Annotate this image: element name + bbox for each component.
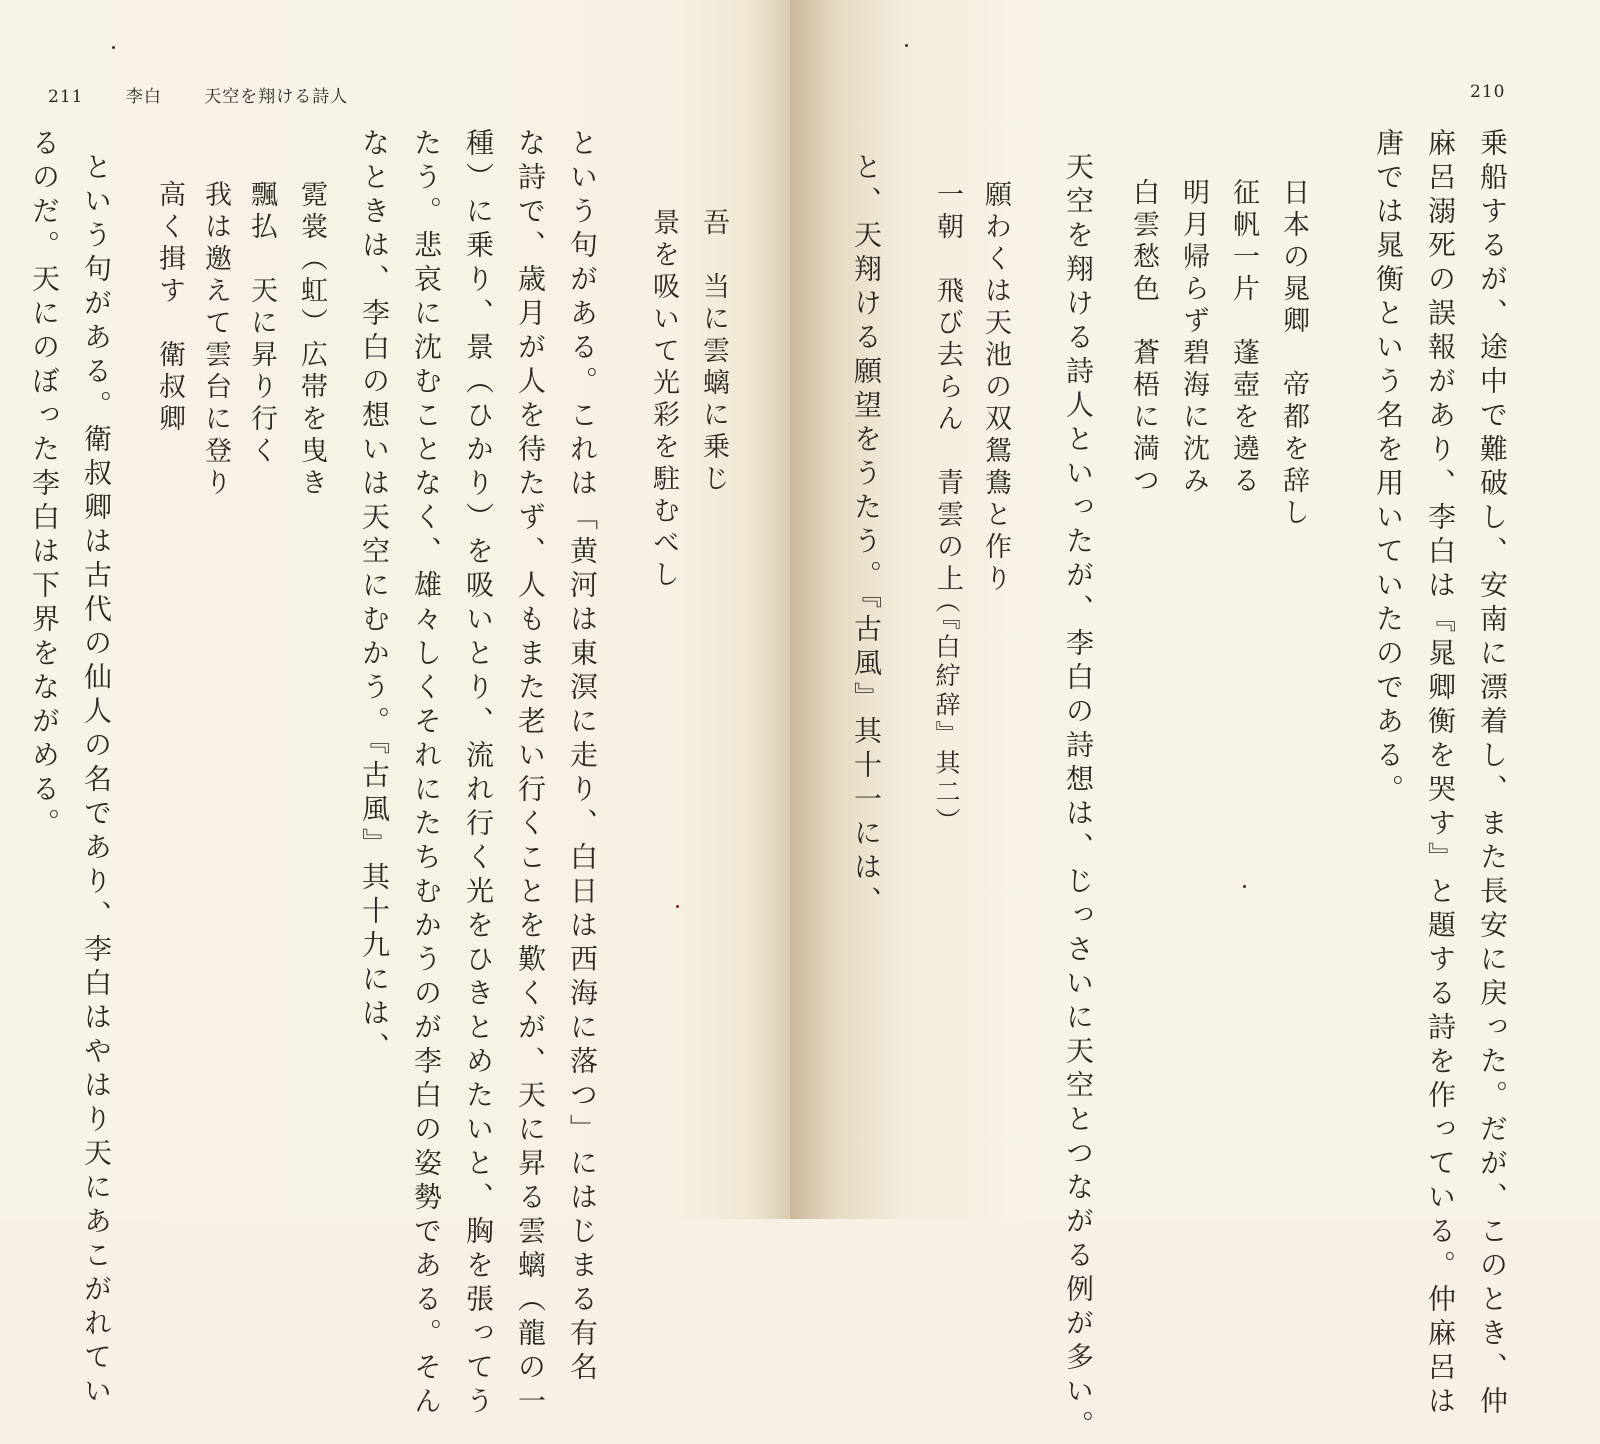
- running-head-title: 天空を翔ける詩人: [204, 87, 349, 107]
- left-column-11: 高く揖す 衛叔卿: [154, 180, 185, 436]
- right-column-6: 明月帰らず碧海に沈み: [1178, 178, 1209, 498]
- left-column-1: 吾 当に雲螭に乗じ: [698, 208, 729, 496]
- left-column-10: 我は邀えて雲台に登り: [200, 180, 231, 500]
- left-column-2: 景を吸いて光彩を駐むべし: [648, 208, 679, 592]
- right-column-5: 征帆一片 蓬壺を遶る: [1228, 178, 1259, 498]
- left-column-5: 種）に乗り、景（ひかり）を吸いとり、流れ行く光をひきとめたいと、胸を張ってう: [462, 128, 495, 1420]
- right-column-10: 一朝 飛び去らん 青雲の上: [932, 180, 963, 596]
- right-column-2: 麻呂溺死の誤報があり、李白は『晁卿衡を哭す』と題する詩を作っている。仲麻呂は: [1424, 128, 1457, 1420]
- right-column-9: 願わくは天池の双鴛鴦と作り: [980, 180, 1011, 596]
- right-column-12: と、天翔ける願望をうたう。『古風』其十一には、: [850, 152, 883, 920]
- left-column-7: なときは、李白の想いは天空にむかう。『古風』其十九には、: [358, 128, 391, 1066]
- right-page-number: 210: [1470, 82, 1506, 102]
- left-column-6: たう。悲哀に沈むことなく、雄々しくそれにたちむかうのが李白の姿勢である。そん: [410, 128, 443, 1420]
- left-column-8: 霓裳（虹）広帯を曳き: [296, 180, 327, 500]
- right-column-4: 日本の晁卿 帝都を辞し: [1278, 178, 1309, 530]
- left-column-4: な詩で、歳月が人を待たず、人もまた老い行くことを歎くが、天に昇る雲螭（龍の一: [514, 128, 547, 1420]
- right-column-7: 白雲愁色 蒼梧に満つ: [1128, 178, 1159, 498]
- left-column-12: という句がある。衛叔卿は古代の仙人の名であり、李白はやはり天にあこがれてい: [80, 152, 113, 1410]
- right-column-3: 唐では晁衡という名を用いていたのである。: [1372, 128, 1405, 808]
- right-column-11: （『白紵辞』其二）: [932, 588, 961, 837]
- left-column-3: という句がある。これは「黄河は東溟に走り、白日は西海に落つ」にはじまる有名: [566, 128, 599, 1386]
- left-column-13: るのだ。天にのぼった李白は下界をながめる。: [28, 128, 61, 842]
- left-column-9: 飄払 天に昇り行く: [246, 180, 277, 468]
- right-column-1: 乗船するが、途中で難破し、安南に漂着し、また長安に戻った。だが、このとき、仲: [1476, 128, 1509, 1420]
- left-page-number: 211: [48, 87, 84, 107]
- right-column-8: 天空を翔ける詩人といったが、李白の詩想は、じっさいに天空とつながる例が多い。: [1062, 152, 1095, 1444]
- paper-speck: [676, 905, 679, 908]
- paper-speck: [1243, 885, 1246, 888]
- paper-speck: [905, 44, 908, 47]
- left-page: [0, 0, 790, 1219]
- left-running-head: [48, 82, 384, 107]
- running-head-author: 李白: [125, 87, 162, 107]
- paper-speck: [112, 46, 115, 49]
